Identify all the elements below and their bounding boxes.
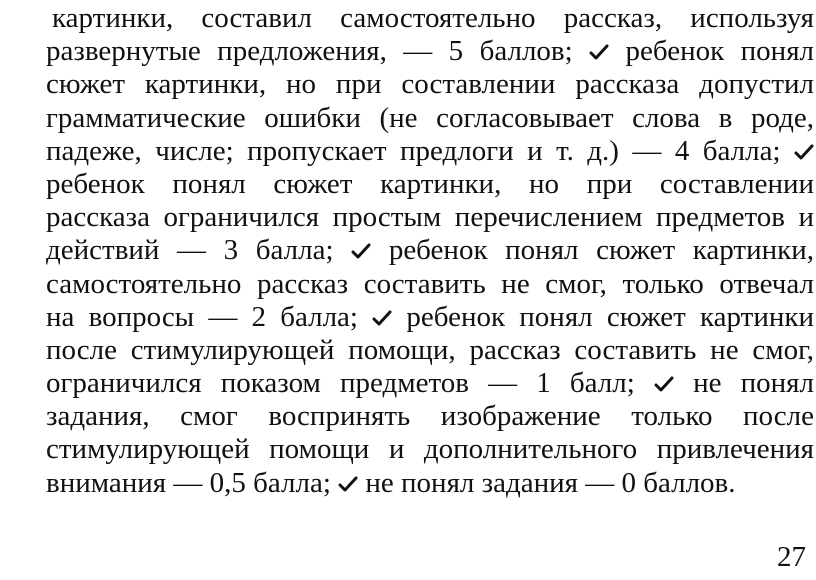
text-line: грамматические ошибки (не согласовывает слова в роде, <box>46 101 814 134</box>
text-line: картинки, составил самостоятельно рассказ, используя <box>52 2 814 34</box>
text-line: падеже, числе; пропускает предлоги и т. д.) — 4 балла; <box>46 135 814 168</box>
text-line: сюжет картинки, но при составлении рассказа допустил <box>46 68 814 101</box>
text-line: внимания — 0,5 балла; не понял задания — 0 баллов. <box>46 466 736 499</box>
checkmark-icon <box>589 42 609 62</box>
text-line: ребенок понял сюжет картинки, но при составлении <box>46 167 814 200</box>
page-number: 27 <box>777 541 806 573</box>
checkmark-icon <box>654 374 674 394</box>
checkmark-icon <box>351 241 371 261</box>
text-line: ограничился показом предметов — 1 балл; не понял <box>46 367 814 400</box>
text-line: стимулирующей помощи и дополнительного привлечения <box>46 433 814 466</box>
body-text <box>46 2 814 500</box>
text-line: задания, смог воспринять изображение только после <box>46 400 814 433</box>
text-line: на вопросы — 2 балла; ребенок понял сюжет картинки <box>46 300 814 333</box>
text-line: рассказа ограничился простым перечислением предметов и <box>46 201 814 234</box>
text-line: действий — 3 балла; ребенок понял сюжет картинки, <box>46 234 814 267</box>
checkmark-icon <box>372 308 392 328</box>
checkmark-icon <box>794 142 814 162</box>
checkmark-icon <box>338 474 358 494</box>
text-line: самостоятельно рассказ составить не смог, только отвечал <box>46 267 814 300</box>
text-line: после стимулирующей помощи, рассказ составить не смог, <box>46 333 814 366</box>
text-line: развернутые предложения, — 5 баллов; ребенок понял <box>46 35 815 68</box>
